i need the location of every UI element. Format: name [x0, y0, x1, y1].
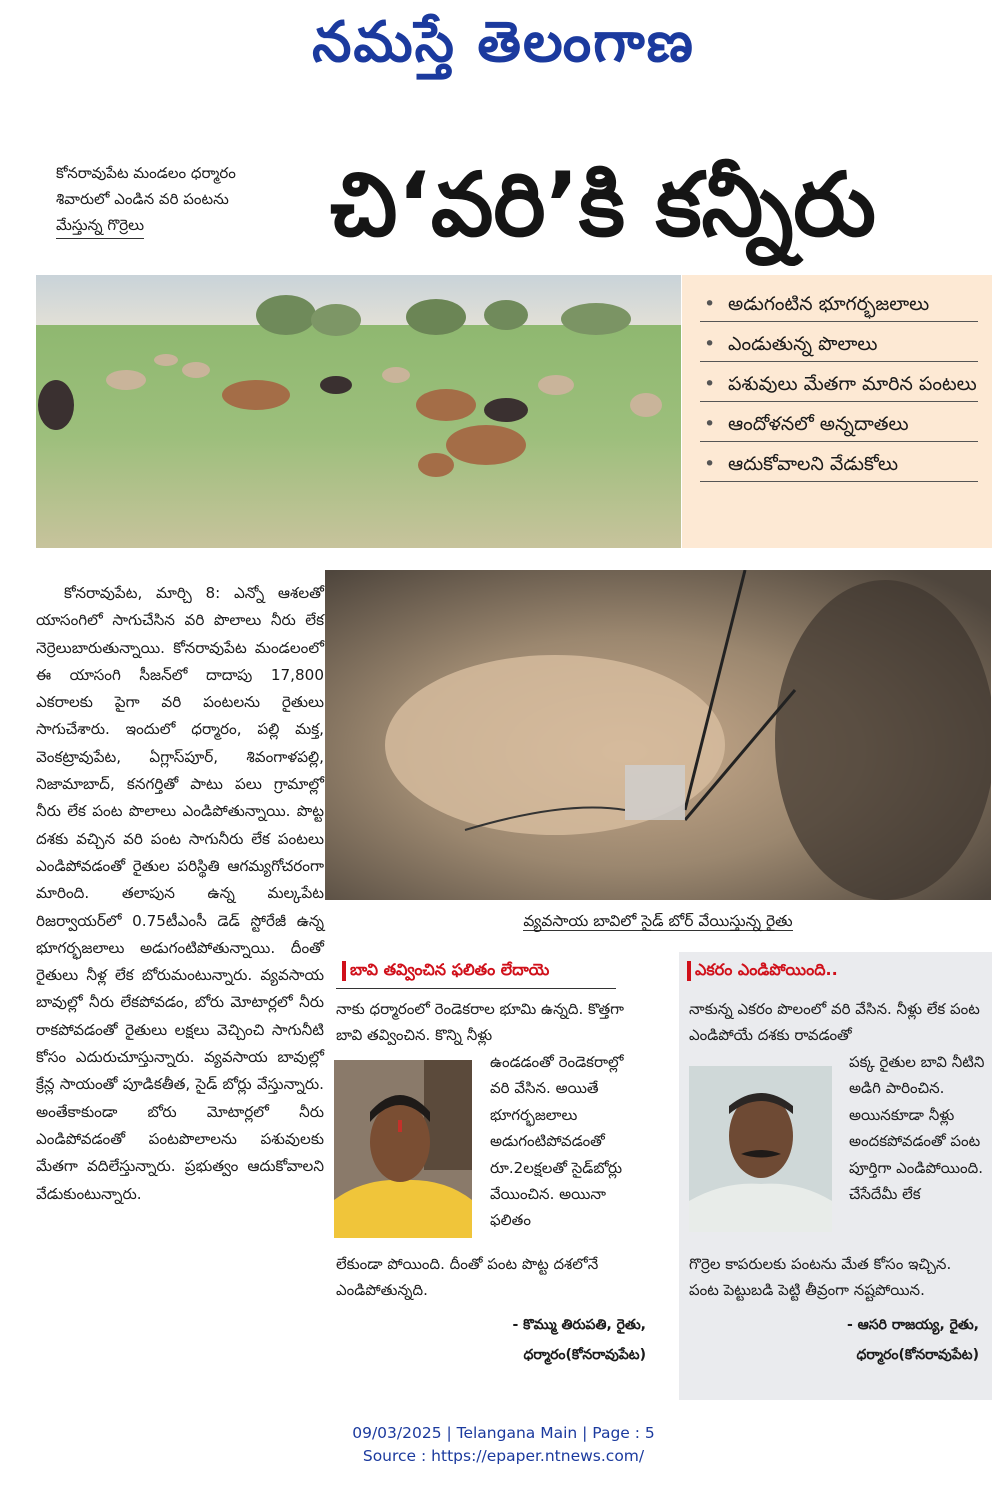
signature-line: - కొమ్ము తిరుపతి, రైతు, — [512, 1317, 646, 1333]
caption-line: మేస్తున్న గొర్రెలు — [56, 212, 144, 239]
page-footer — [0, 1422, 1007, 1468]
signature-line: - ఆసరి రాజయ్య, రైతు, — [846, 1317, 979, 1333]
goats-field-photo — [36, 275, 681, 548]
farmer-quote-box-left — [336, 952, 661, 1397]
title-bar-marker — [687, 961, 691, 981]
title-bar-marker — [342, 961, 346, 981]
key-point: • ఆందోళనలో అన్నదాతలు — [700, 407, 978, 442]
well-photo — [325, 570, 991, 900]
masthead-title: నమస్తే తెలంగాణ — [312, 10, 695, 75]
well-photo-caption — [325, 906, 991, 936]
article-paragraph: కోనరావుపేట, మార్చి 8: ఎన్నో ఆశలతో యాసంగిలో సాగుచేసిన వరి పొలాలు నీరు లేక నెర్రెలుబారుతున్నాయి. కోనరావుపేట మండలంలో ఈ యాసంగి సీజన్‌లో దాదాపు 17,800 ఎకరాలకు పైగా వరి పంటలను రైతులు సాగుచేశారు. ఇందులో ధర్మారం, పల్లి మక్త, వెంకట్రావుపేట, ఏగ్లాస్‌పూర్, శివంగాళపల్లి, నిజామాబాద్, కనగర్తితో పాటు పలు గ్రామాల్లో నీరు లేక పంట పొలాలు ఎండిపోతున్నాయి. పొట్ట దశకు వచ్చిన వరి పంట సాగునీరు లేక పంటలు ఎండిపోవడంతో రైతుల పరిస్థితి ఆగమ్యగోచరంగా మారింది. తలాపున ఉన్న మల్కపేట రిజర్వాయర్‌లో 0.75టీఎంసీ డెడ్ స్టోరేజీ ఉన్న భూగర్భజలాలు అడుగంటిపోతున్నాయి. దీంతో రైతులు నీళ్ల లేక బోరుమంటున్నారు. వ్యవసాయ బావుల్లో నీరు లేకపోవడం, బోరు మోటార్లలో నీరు రాకపోవడంతో రైతులు లక్షలు వెచ్చించి సాగునీటి కోసం ఎదురుచూస్తున్నారు. వ్యవసాయ బావుల్లో క్రేన్ల సాయంతో పూడికతీత, సైడ్ బోర్లు వేస్తున్నారు. అంతేకాకుండా బోరు మోటార్లలో నీరు ఎండిపోవడంతో పంటపొలాలను పశువులకు మేతగా వదిలేస్తున్నారు. ప్రభుత్వం ఆదుకోవాలని వేడుకుంటున్నారు. — [36, 584, 324, 1203]
key-point: • ఆదుకోవాలని వేడుకోలు — [700, 447, 978, 482]
quote-text: గొర్రెల కాపరులకు పంటను మేత కోసం ఇచ్చిన. పంట పెట్టుబడి పెట్టి తీవ్రంగా నష్టపోయిన. — [689, 1255, 952, 1300]
quote-text: నాకున్న ఎకరం పొలంలో వరి వేసిన. నీళ్లు లేక పంట ఎండిపోయే దశకు రావడంతో — [689, 1000, 980, 1045]
box-title-text: ఎకరం ఎండిపోయింది.. — [695, 960, 838, 979]
top-photo-caption — [56, 160, 326, 239]
footer-edition-info: 09/03/2025 | Telangana Main | Page : 5 — [352, 1424, 655, 1442]
key-points-list — [682, 275, 992, 548]
headline: చి‘వరి’కి కన్నీరు — [330, 153, 876, 256]
quote-text: ఉండడంతో రెండెకరాల్లో వరి వేసిన. అయితే భూగర్భజలాలు అడుగంటిపోవడంతో రూ.2లక్షలతో సైడ్‌బోర్లు వేయించిన. అయినా ఫలితం — [490, 1053, 624, 1230]
box-title-text: బావి తవ్వించిన ఫలితం లేదాయె — [350, 960, 550, 979]
signature-line: ధర్మారం(కోనరావుపేట) — [856, 1347, 979, 1363]
key-point: • అడుగంటిన భూగర్భజలాలు — [700, 287, 978, 322]
box-title-right — [679, 952, 992, 988]
key-point: • ఎండుతున్న పొలాలు — [700, 327, 978, 362]
signature-line: ధర్మారం(కోనరావుపేట) — [523, 1347, 646, 1363]
well-caption-text: వ్యవసాయ బావిలో సైడ్ బోర్ వేయిస్తున్న రైతు — [523, 912, 793, 930]
caption-line: శివారులో ఎండిన వరి పంటను — [56, 190, 229, 208]
key-point: • పశువులు మేతగా మారిన పంటలు — [700, 367, 978, 402]
caption-line: కోనరావుపేట మండలం ధర్మారం — [56, 164, 236, 182]
farmer-quote-box-right — [679, 952, 992, 1400]
quote-text: పక్క రైతుల బావి నీటిని అడిగి పారించిన. అయినకూడా నీళ్లు అందకపోవడంతో పంట పూర్తిగా ఎండిపోయింది. చేసేదేమీ లేక — [849, 1053, 985, 1204]
box-title-left — [336, 952, 616, 989]
article-body — [36, 580, 324, 1208]
farmer-photo-tirupati — [334, 1060, 472, 1238]
quote-text: లేకుండా పోయింది. దీంతో పంట పొట్ట దశలోనే ఎండిపోతున్నది. — [336, 1255, 599, 1300]
footer-source: Source : https://epaper.ntnews.com/ — [362, 1447, 645, 1465]
quote-text: నాకు ధర్మారంలో రెండెకరాల భూమి ఉన్నది. కొత్తగా బావి తవ్వించిన. కొన్ని నీళ్లు — [336, 1000, 624, 1045]
farmer-photo-rajaiah — [689, 1066, 832, 1232]
